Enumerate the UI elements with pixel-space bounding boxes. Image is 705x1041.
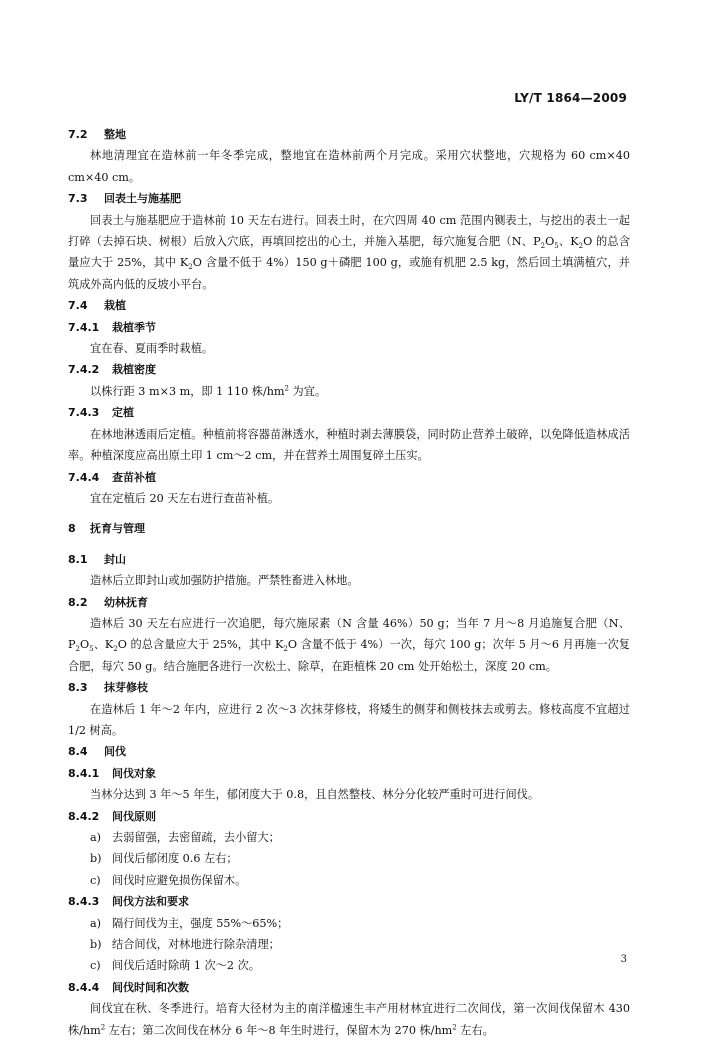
paragraph: 回表土与施基肥应于造林前 10 天左右进行。回表土时，在穴四周 40 cm 范围内铡表土，与挖出的表土一起打碎（去掉石块、树根）后放入穴底，再填回挖出的心土，并施入基肥，每穴施复合肥（N、$P_2O_5$、$K_2O$ 的总含量应大于 25%，其中 $K_2O$ 含量不低于 4%）150 g＋磷肥 100 g，或施有机肥 2.5 kg，然后回土填满植穴，并筑成外高内低的反坡小平台。 (68, 213, 631, 291)
list-item: b) 间伐后郁闭度 0.6 左右； (90, 852, 238, 866)
section-heading: 7.3 回表土与施基肥 (68, 192, 181, 206)
paragraph: 造林后立即封山或加强防护措施。严禁牲畜进入林地。 (90, 574, 359, 588)
list-item: a) 去弱留强，去密留疏，去小留大； (90, 831, 280, 844)
paragraph: 在造林后 1 年～2 年内，应进行 2 次～3 次抹芽修枝，将矮生的侧芽和侧枝抹去或剪去。修枝高度不宜超过 1/2 树高。 (68, 702, 630, 737)
subsection-heading: 8.4.3 间伐方法和要求 (68, 895, 189, 909)
subsection-heading: 8.4.2 间伐原则 (68, 809, 156, 823)
paragraph: 林地清理宜在造林前一年冬季完成，整地宜在造林前两个月完成。采用穴状整地，穴规格为 60 cm×40 cm×40 cm。 (68, 149, 630, 184)
subsection-heading: 7.4.1 栽植季节 (68, 320, 156, 334)
subsection-heading: 7.4.3 定植 (68, 406, 134, 420)
list-item: c) 间伐时应避免损伤保留木。 (90, 873, 247, 887)
document-body (68, 124, 630, 1041)
paragraph: 当林分达到 3 年～5 年生，郁闭度大于 0.8，且自然整枝、林分分化较严重时可进行间伐。 (90, 788, 540, 802)
list-item: b) 结合间伐，对林地进行除杂清理； (90, 938, 280, 952)
list-item: c) 间伐后适时除萌 1 次～2 次。 (90, 959, 260, 973)
subsection-heading: 8.4.1 间伐对象 (68, 766, 156, 780)
subsection-heading: 7.4.2 栽植密度 (68, 363, 156, 377)
section-heading: 8.1 封山 (68, 552, 126, 566)
section-heading: 7.2 整地 (68, 128, 126, 141)
section-heading: 7.4 栽植 (68, 299, 126, 313)
section-heading: 8.2 幼林抚育 (68, 595, 148, 609)
paragraph: 以株行距 3 m×3 m，即 1 110 株$/hm^2$ 为宜。 (90, 384, 327, 398)
paragraph: 间伐宜在秋、冬季进行。培育大径材为主的南洋楹速生丰产用材林宜进行二次间伐，第一次间伐保留木 430 株$/hm^2$ 左右；第二次间伐在林分 6 年～8 年生时进行，保留木为 270 株$/hm^2$ 左右。 (68, 1002, 630, 1037)
page-number: 3 (620, 954, 627, 965)
list-item: a) 隔行间伐为主，强度 55%～65%； (90, 916, 289, 930)
paragraph: 宜在定植后 20 天左右进行查苗补植。 (90, 491, 280, 505)
standard-number: LY/T 1864—2009 (514, 91, 627, 105)
paragraph: 宜在春、夏雨季时栽植。 (90, 342, 214, 356)
section-heading: 8.3 抹芽修枝 (68, 681, 148, 695)
paragraph: 在林地淋透雨后定植。种植前将容器苗淋透水，种植时剥去薄膜袋，同时防止营养土破碎，以免降低造林成活率。种植深度应高出原土印 1 cm～2 cm，并在营养土周围复碎土压实。 (68, 427, 630, 463)
chapter-heading: 8 抚育与管理 (68, 522, 145, 536)
section-heading: 8.4 间伐 (68, 745, 126, 759)
subsection-heading: 7.4.4 查苗补植 (68, 470, 156, 484)
paragraph: 造林后 30 天左右应进行一次追肥，每穴施尿素（N 含量 46%）50 g；当年 7 月～8 月追施复合肥（N、$P_2O_5$、$K_2O$ 的总含量应大于 25%，其中 $K_2O$ 含量不低于 4%）一次，每穴 100 g；次年 5 月～6 月再施一次复合肥，每穴 50 g。结合施肥各进行一次松土、除草，在距植株 20 cm 处开始松土，深度 20 cm。 (68, 616, 630, 673)
subsection-heading: 8.4.4 间伐时间和次数 (68, 980, 189, 994)
